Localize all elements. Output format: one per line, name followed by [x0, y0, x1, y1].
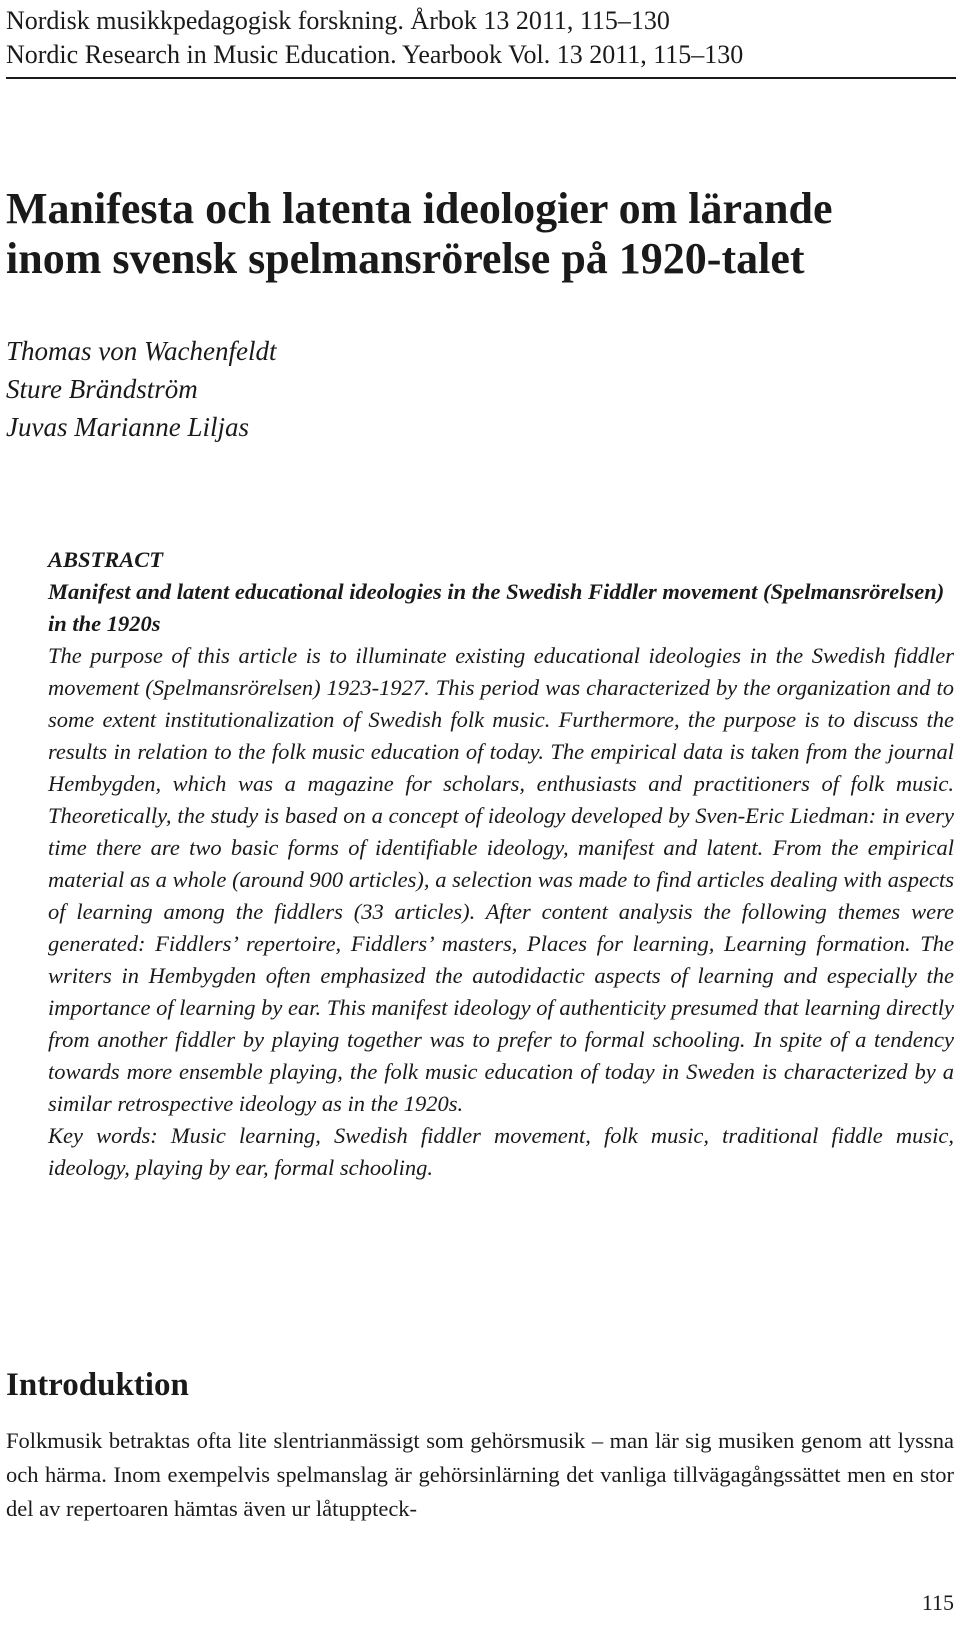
article-title-line-2: inom svensk spelmansrörelse på 1920-talet	[6, 234, 805, 283]
article-title-line-1: Manifesta och latenta ideologier om lärande	[6, 184, 833, 233]
running-header	[6, 4, 956, 72]
article-title	[6, 184, 946, 284]
header-line-english: Nordic Research in Music Education. Yearbook Vol. 13 2011, 115–130	[6, 40, 744, 69]
abstract-body: The purpose of this article is to illuminate existing educational ideologies in the Swedish fiddler movement (Spelmansrörelsen) 1923-1927. This period was characterized by the organization and to some extent institutionalization of Swedish folk music. Furthermore, the purpose is to discuss the results in relation to the folk music education of today. The empirical data is taken from the journal Hembygden, which was a magazine for scholars, enthusiasts and practitioners of folk music. Theoretically, the study is based on a concept of ideology developed by Sven-Eric Liedman: in every time there are two basic forms of identifiable ideology, manifest and latent. From the empirical material as a whole (around 900 articles), a selection was made to find articles dealing with aspects of learning among the fiddlers (33 articles). After content analysis the following themes were generated: Fiddlers’ repertoire, Fiddlers’ masters, Places for learning, Learning formation. The writers in Hembygden often emphasized the autodidactic aspects of learning and especially the importance of learning by ear. This manifest ideology of authenticity presumed that learning directly from another fiddler by playing together was to prefer to formal schooling. In spite of a tendency towards more ensemble playing, the folk music education of today in Sweden is characterized by a similar retrospective ideology as in the 1920s.	[48, 643, 954, 1116]
abstract-english-title: Manifest and latent educational ideologies in the Swedish Fiddler movement (Spelmansrörelsen) in the 1920s	[48, 579, 945, 636]
header-rule	[6, 77, 956, 79]
introduction-paragraph: Folkmusik betraktas ofta lite slentrianmässigt som gehörsmusik – man lär sig musiken genom att lyssna och härma. Inom exempelvis spelmanslag är gehörsinlärning det vanliga tillvägagångssättet men en stor del av repertoaren hämtas även ur låtuppteck-	[6, 1428, 954, 1521]
abstract-label: ABSTRACT	[48, 547, 164, 572]
author-name: Sture Brändström	[6, 374, 198, 404]
section-heading-introduction: Introduktion	[6, 1367, 189, 1403]
page-number: 115	[921, 1590, 954, 1615]
header-line-norwegian: Nordisk musikkpedagogisk forskning. Årbok 13 2011, 115–130	[6, 6, 670, 35]
author-name: Juvas Marianne Liljas	[6, 412, 249, 442]
abstract-keywords: Key words: Music learning, Swedish fiddler movement, folk music, traditional fiddle music, ideology, playing by ear, formal schooling.	[48, 1123, 954, 1180]
author-name: Thomas von Wachenfeldt	[6, 336, 277, 366]
abstract-block	[48, 544, 954, 1184]
author-list	[6, 332, 276, 446]
